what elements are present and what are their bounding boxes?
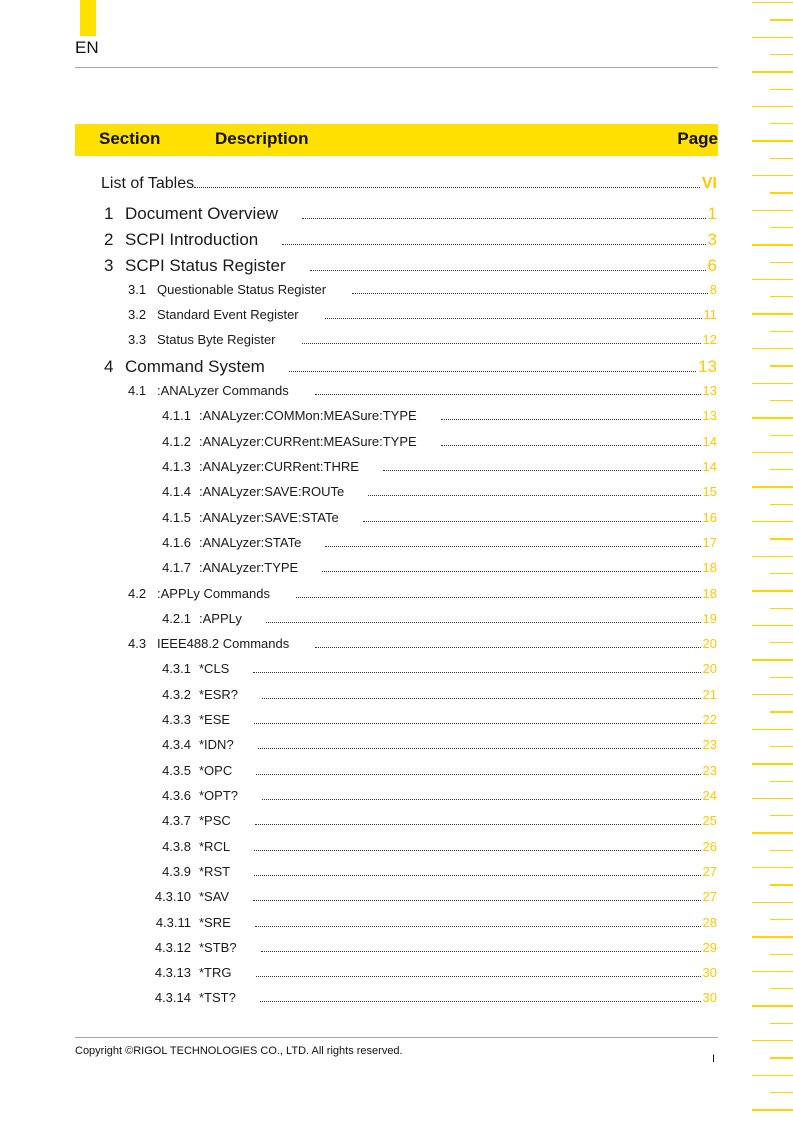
toc-entry-page: 15 xyxy=(702,484,717,499)
toc-entry-title: :ANALyzer:COMMon:MEASure:TYPE xyxy=(199,408,417,423)
language-label: EN xyxy=(75,38,99,57)
margin-line xyxy=(752,175,793,176)
toc-entry[interactable] xyxy=(151,687,717,703)
margin-line xyxy=(752,694,793,695)
toc-leader-dots xyxy=(315,647,700,648)
toc-entry-number: 4.3.1 xyxy=(162,661,191,676)
margin-line xyxy=(770,642,793,643)
toc-leader-dots xyxy=(383,470,701,471)
toc-entry-number: 4.1.1 xyxy=(162,408,191,423)
toc-entry[interactable] xyxy=(151,510,717,526)
toc-entry-number: 4.3.11 xyxy=(155,915,191,930)
toc-entry-title: List of Tables xyxy=(101,175,195,192)
toc-entry-number: 3.2 xyxy=(128,307,147,322)
margin-line xyxy=(752,244,793,245)
margin-line xyxy=(770,781,793,782)
toc-entry-page: 30 xyxy=(702,965,717,980)
margin-line xyxy=(752,867,793,868)
toc-entry-page: 23 xyxy=(702,737,717,752)
margin-line xyxy=(770,504,793,505)
toc-entry-number: 4.1.3 xyxy=(162,459,191,474)
toc-entry[interactable] xyxy=(151,940,717,956)
toc-entry[interactable] xyxy=(151,661,717,677)
toc-entry-title: :ANALyzer:CURRent:THRE xyxy=(199,459,359,474)
toc-entry-number: 4.1.7 xyxy=(162,560,191,575)
margin-line xyxy=(770,296,793,297)
toc-entry-page: VI xyxy=(701,175,717,192)
toc-entry-number: 4 xyxy=(104,357,114,376)
toc-entry-page: 13 xyxy=(698,357,717,376)
toc-entry-number: 4.3.3 xyxy=(162,712,191,727)
toc-leader-dots xyxy=(194,187,700,188)
margin-line xyxy=(770,538,793,539)
margin-line xyxy=(752,2,793,3)
margin-line xyxy=(770,227,793,228)
margin-line xyxy=(752,1075,793,1076)
toc-entry[interactable] xyxy=(104,204,717,224)
margin-line xyxy=(770,262,793,263)
toc-entry[interactable] xyxy=(151,813,717,829)
toc-leader-dots xyxy=(441,445,701,446)
toc-entry-title: :ANALyzer:STATe xyxy=(199,535,302,550)
toc-entry-title: SCPI Introduction xyxy=(125,230,259,249)
toc-entry-title: *CLS xyxy=(199,661,230,676)
toc-entry[interactable] xyxy=(151,484,717,500)
toc-leader-dots xyxy=(262,799,701,800)
toc-entry-title: *RCL xyxy=(199,839,231,854)
toc-leader-dots xyxy=(254,875,700,876)
margin-line xyxy=(752,936,793,937)
toc-entry[interactable] xyxy=(151,408,717,424)
margin-line xyxy=(770,1023,793,1024)
toc-entry-title: :ANALyzer:CURRent:MEASure:TYPE xyxy=(199,434,417,449)
margin-line xyxy=(752,902,793,903)
toc-entry[interactable] xyxy=(151,712,717,728)
toc-entry-title: :ANALyzer:SAVE:STATe xyxy=(199,510,339,525)
margin-line xyxy=(770,988,793,989)
toc-entry-page: 20 xyxy=(702,636,717,651)
toc-entry-page: 6 xyxy=(707,256,717,275)
toc-entry[interactable] xyxy=(104,230,717,250)
margin-line xyxy=(752,798,793,799)
toc-entry-title: :ANALyzer Commands xyxy=(157,383,289,398)
toc-entry-title: Questionable Status Register xyxy=(157,282,327,297)
margin-line xyxy=(752,1109,793,1110)
margin-line xyxy=(770,746,793,747)
toc-leader-dots xyxy=(261,951,701,952)
toc-entry-page: 22 xyxy=(702,712,717,727)
margin-line xyxy=(770,19,793,20)
margin-line xyxy=(770,919,793,920)
toc-entry[interactable] xyxy=(151,889,717,905)
toc-entry-number: 4.3.6 xyxy=(162,788,191,803)
margin-line xyxy=(752,279,793,280)
margin-line xyxy=(752,37,793,38)
toc-leader-dots xyxy=(255,926,701,927)
toc-entry[interactable] xyxy=(128,307,717,323)
toc-entry-number: 4.3.12 xyxy=(154,940,191,955)
toc-leader-dots xyxy=(441,419,701,420)
toc-entry-number: 4.2 xyxy=(128,586,147,601)
margin-line xyxy=(752,590,793,591)
toc-leader-dots xyxy=(256,976,701,977)
margin-line xyxy=(770,815,793,816)
toc-leader-dots xyxy=(322,571,700,572)
toc-entry-page: 21 xyxy=(702,687,717,702)
toc-entry-number: 4.3.4 xyxy=(162,737,191,752)
toc-leader-dots xyxy=(254,850,700,851)
margin-line xyxy=(752,625,793,626)
toc-entry-number: 4.3.5 xyxy=(162,763,191,778)
margin-line xyxy=(770,469,793,470)
toc-entry[interactable] xyxy=(151,839,717,855)
toc-leader-dots xyxy=(266,622,701,623)
margin-line xyxy=(752,313,793,314)
toc-entry-number: 4.3.9 xyxy=(162,864,191,879)
margin-line xyxy=(770,850,793,851)
toc-entry[interactable] xyxy=(151,560,717,576)
toc-leader-dots xyxy=(262,698,701,699)
toc-leader-dots xyxy=(253,672,700,673)
toc-entry[interactable] xyxy=(151,864,717,880)
toc-entry-page: 19 xyxy=(702,611,717,626)
toc-entry[interactable] xyxy=(151,965,717,981)
margin-line xyxy=(770,158,793,159)
toc-leader-dots xyxy=(302,218,705,219)
margin-line xyxy=(752,521,793,522)
toc-entry[interactable] xyxy=(151,788,717,804)
toc-leader-dots xyxy=(253,900,700,901)
toc-entry[interactable] xyxy=(151,459,717,475)
margin-line xyxy=(752,556,793,557)
toc-entry-page: 3 xyxy=(707,230,717,249)
toc-entry[interactable] xyxy=(104,357,717,377)
toc-entry-page: 27 xyxy=(702,889,717,904)
toc-entry-title: :ANALyzer:SAVE:ROUTe xyxy=(199,484,345,499)
toc-entry-number: 4.1.4 xyxy=(162,484,191,499)
toc-leader-dots xyxy=(260,1001,701,1002)
toc-entry[interactable] xyxy=(151,915,717,931)
toc-entry-number: 3.3 xyxy=(128,332,147,347)
toc-leader-dots xyxy=(282,244,705,245)
margin-line xyxy=(752,383,793,384)
toc-entry-number: 4.3.8 xyxy=(162,839,191,854)
margin-line xyxy=(752,71,793,72)
toc-entry-number: 4.3.14 xyxy=(154,990,191,1005)
toc-entry-page: 1 xyxy=(707,204,717,223)
margin-line xyxy=(770,711,793,712)
margin-line xyxy=(770,365,793,366)
margin-line xyxy=(752,729,793,730)
toc-entry[interactable] xyxy=(128,586,717,602)
copyright-text: Copyright ©RIGOL TECHNOLOGIES CO., LTD. All rights reserved. xyxy=(75,1045,403,1057)
toc-entry-title: *IDN? xyxy=(199,737,234,752)
toc-entry-number: 4.2.1 xyxy=(162,611,191,626)
margin-line xyxy=(752,106,793,107)
margin-line xyxy=(770,123,793,124)
toc-entry-number: 4.1 xyxy=(128,383,147,398)
toc-entry-number: 3.1 xyxy=(128,282,147,297)
toc-entry-page: 12 xyxy=(702,332,717,347)
toc-entry-page: 8 xyxy=(709,282,717,297)
margin-line xyxy=(770,1092,793,1093)
toc-entry-number: 2 xyxy=(104,230,114,249)
toc-entry-page: 16 xyxy=(702,510,717,525)
margin-line xyxy=(770,400,793,401)
toc-entry-title: :APPLy Commands xyxy=(157,586,270,601)
toc-entry-title: *PSC xyxy=(199,813,231,828)
toc-entry-title: *STB? xyxy=(199,940,237,955)
toc-entry-number: 4.3.10 xyxy=(154,889,191,904)
margin-line xyxy=(770,884,793,885)
toc-entry-page: 30 xyxy=(702,990,717,1005)
toc-header-page: Page xyxy=(677,129,718,148)
margin-line xyxy=(752,832,793,833)
toc-entry-title: :ANALyzer:TYPE xyxy=(199,560,299,575)
toc-entry-number: 4.1.2 xyxy=(162,434,191,449)
toc-entry-title: *SRE xyxy=(199,915,231,930)
toc-leader-dots xyxy=(296,597,701,598)
toc-entry-page: 18 xyxy=(702,560,717,575)
toc-entry-title: Standard Event Register xyxy=(157,307,299,322)
toc-entry-number: 4.1.5 xyxy=(162,510,191,525)
toc-entry-title: *TRG xyxy=(199,965,232,980)
toc-entry-number: 4.3.2 xyxy=(162,687,191,702)
toc-leader-dots xyxy=(352,293,708,294)
toc-entry-page: 20 xyxy=(702,661,717,676)
toc-entry[interactable] xyxy=(128,636,717,652)
toc-entry[interactable] xyxy=(151,611,717,627)
toc-entry-page: 25 xyxy=(702,813,717,828)
margin-line xyxy=(770,89,793,90)
toc-entry[interactable] xyxy=(128,383,717,399)
margin-line xyxy=(752,763,793,764)
margin-line xyxy=(752,486,793,487)
margin-line xyxy=(752,1040,793,1041)
toc-leader-dots xyxy=(315,394,701,395)
margin-line xyxy=(752,210,793,211)
margin-line xyxy=(752,140,793,141)
toc-leader-dots xyxy=(258,748,701,749)
toc-entry-title: *ESR? xyxy=(199,687,239,702)
toc-entry[interactable] xyxy=(128,282,717,298)
toc-entry-number: 4.1.6 xyxy=(162,535,191,550)
toc-entry[interactable] xyxy=(101,175,717,193)
toc-entry-title: Command System xyxy=(125,357,265,376)
margin-line xyxy=(752,1005,793,1006)
toc-leader-dots xyxy=(255,824,701,825)
toc-entry-page: 27 xyxy=(702,864,717,879)
margin-line xyxy=(770,435,793,436)
toc-entry-title: *OPC xyxy=(199,763,233,778)
toc-entry[interactable] xyxy=(151,535,717,551)
toc-entry-number: 4.3.13 xyxy=(154,965,191,980)
toc-entry-title: Status Byte Register xyxy=(157,332,276,347)
toc-entry[interactable] xyxy=(151,434,717,450)
margin-line xyxy=(770,54,793,55)
toc-entry-page: 28 xyxy=(702,915,717,930)
toc-leader-dots xyxy=(302,343,701,344)
toc-entry-number: 4.3.7 xyxy=(162,813,191,828)
page-number: I xyxy=(712,1053,716,1065)
toc-entry-title: *OPT? xyxy=(199,788,239,803)
margin-line xyxy=(770,573,793,574)
toc-entry-number: 3 xyxy=(104,256,114,275)
toc-entry-page: 23 xyxy=(702,763,717,778)
toc-leader-dots xyxy=(310,270,706,271)
margin-line xyxy=(770,331,793,332)
toc-leader-dots xyxy=(254,723,700,724)
toc-entry-title: *TST? xyxy=(199,990,236,1005)
margin-line xyxy=(770,954,793,955)
margin-line xyxy=(770,1057,793,1058)
toc-entry-title: *ESE xyxy=(199,712,231,727)
toc-entry-page: 14 xyxy=(702,459,717,474)
toc-entry-page: 26 xyxy=(702,839,717,854)
toc-entry-title: Document Overview xyxy=(125,204,279,223)
footer-divider xyxy=(75,1037,718,1038)
margin-line xyxy=(770,192,793,193)
toc-leader-dots xyxy=(325,546,700,547)
toc-entry[interactable] xyxy=(151,737,717,753)
toc-entry[interactable] xyxy=(104,256,717,276)
toc-leader-dots xyxy=(363,521,701,522)
toc-entry-number: 4.3 xyxy=(128,636,147,651)
toc-entry-page: 18 xyxy=(702,586,717,601)
toc-entry[interactable] xyxy=(151,763,717,779)
toc-entry-title: :APPLy xyxy=(199,611,242,626)
toc-entry-page: 11 xyxy=(703,307,717,322)
toc-entry-title: *RST xyxy=(199,864,231,879)
toc-entry-page: 13 xyxy=(702,408,717,423)
margin-line xyxy=(752,417,793,418)
toc-entry-title: *SAV xyxy=(199,889,230,904)
margin-line xyxy=(770,677,793,678)
toc-entry-number: 1 xyxy=(104,204,114,223)
toc-leader-dots xyxy=(325,318,702,319)
toc-leader-dots xyxy=(256,774,700,775)
margin-line xyxy=(770,608,793,609)
toc-leader-dots xyxy=(289,371,696,372)
toc-header-section: Section xyxy=(99,129,161,148)
toc-leader-dots xyxy=(368,495,700,496)
toc-entry-page: 29 xyxy=(702,940,717,955)
margin-line xyxy=(752,348,793,349)
toc-entry-title: SCPI Status Register xyxy=(125,256,286,275)
margin-line xyxy=(752,971,793,972)
toc-entry-page: 14 xyxy=(702,434,717,449)
toc-entry-title: IEEE488.2 Commands xyxy=(157,636,290,651)
toc-entry-page: 13 xyxy=(702,383,717,398)
toc-entry[interactable] xyxy=(151,990,717,1006)
toc-entry[interactable] xyxy=(128,332,717,348)
margin-decoration xyxy=(752,0,793,1122)
toc-entry-page: 24 xyxy=(702,788,717,803)
toc-entry-page: 17 xyxy=(702,535,717,550)
margin-line xyxy=(752,452,793,453)
margin-line xyxy=(752,659,793,660)
toc-header-description: Description xyxy=(215,129,309,148)
